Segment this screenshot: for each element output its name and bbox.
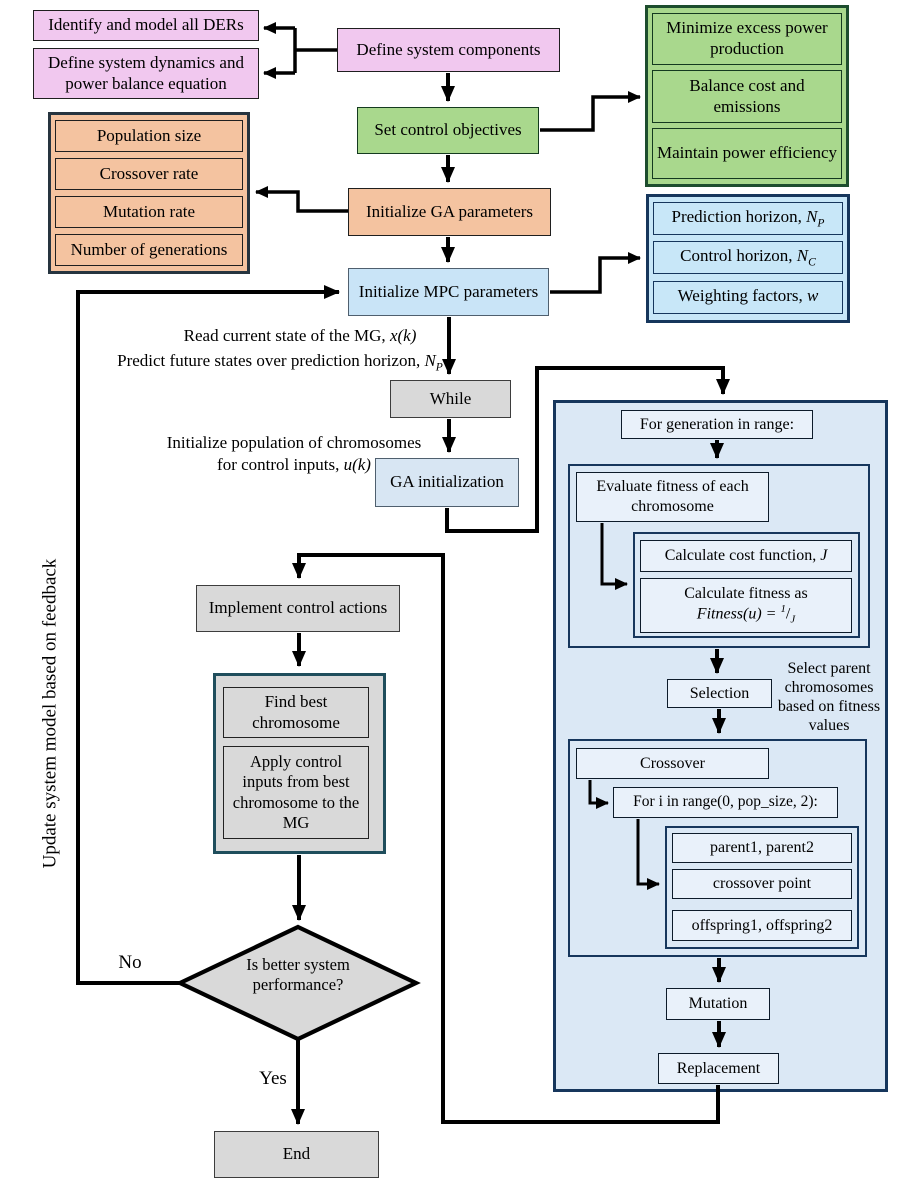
for-generation-box: For generation in range: bbox=[621, 410, 813, 439]
identify-ders-box: Identify and model all DERs bbox=[33, 10, 259, 41]
evaluate-fitness-box: Evaluate fitness of each chromosome bbox=[576, 472, 769, 522]
connector-to-ga-params bbox=[256, 192, 348, 211]
find-best-box: Find best chromosome bbox=[223, 687, 369, 738]
cost-function-box: Calculate cost function, J bbox=[640, 540, 852, 572]
minimize-power-box: Minimize excess power production bbox=[652, 13, 842, 65]
set-objectives-box: Set control objectives bbox=[357, 107, 539, 154]
balance-cost-box: Balance cost and emissions bbox=[652, 70, 842, 123]
parents-box: parent1, parent2 bbox=[672, 833, 852, 863]
init-population-note: Initialize population of chromosomes for control inputs, u(k) bbox=[166, 433, 422, 475]
define-components-box: Define system components bbox=[337, 28, 560, 72]
mutation-box: Mutation bbox=[666, 988, 770, 1020]
crossover-point-box: crossover point bbox=[672, 869, 852, 899]
generations-box: Number of generations bbox=[55, 234, 243, 266]
feedback-label: Update system model based on feedback bbox=[39, 558, 61, 869]
maintain-efficiency-box: Maintain power efficiency bbox=[652, 128, 842, 179]
implement-actions-box: Implement control actions bbox=[196, 585, 400, 632]
read-state-note: Read current state of the MG, x(k) bbox=[183, 326, 417, 345]
prediction-horizon-box: Prediction horizon, $N_P$ bbox=[653, 202, 843, 235]
connector-to-mpc-params bbox=[550, 258, 640, 292]
select-parent-note: Select parent chromosomes based on fitness values bbox=[777, 660, 881, 734]
apply-inputs-box: Apply control inputs from best chromosome to the MG bbox=[223, 746, 369, 839]
crossover-box: Crossover bbox=[576, 748, 769, 779]
no-label: No bbox=[118, 952, 142, 973]
fitness-formula-box: Calculate fitness as Fitness(u) = $^1/_J$ bbox=[640, 578, 852, 633]
weighting-factors-box: Weighting factors, w bbox=[653, 281, 843, 314]
while-box: While bbox=[390, 380, 511, 418]
decision-question: Is better system performance? bbox=[246, 955, 350, 994]
crossover-rate-box: Crossover rate bbox=[55, 158, 243, 190]
connector-to-objectives-group bbox=[540, 97, 640, 130]
predict-note: Predict future states over prediction horizon, $N_P$ bbox=[117, 351, 443, 374]
connector-define-split bbox=[295, 28, 337, 73]
mutation-rate-box: Mutation rate bbox=[55, 196, 243, 228]
yes-label: Yes bbox=[259, 1068, 287, 1089]
init-mpc-box: Initialize MPC parameters bbox=[348, 268, 549, 316]
control-horizon-box: Control horizon, $N_C$ bbox=[653, 241, 843, 274]
offspring-box: offspring1, offspring2 bbox=[672, 910, 852, 941]
for-i-range-box: For i in range(0, pop_size, 2): bbox=[613, 787, 838, 818]
system-dynamics-box: Define system dynamics and power balance equation bbox=[33, 48, 259, 99]
end-box: End bbox=[214, 1131, 379, 1178]
population-size-box: Population size bbox=[55, 120, 243, 152]
init-ga-box: Initialize GA parameters bbox=[348, 188, 551, 236]
replacement-box: Replacement bbox=[658, 1053, 779, 1084]
ga-init-box: GA initialization bbox=[375, 458, 519, 507]
selection-box: Selection bbox=[667, 679, 772, 708]
